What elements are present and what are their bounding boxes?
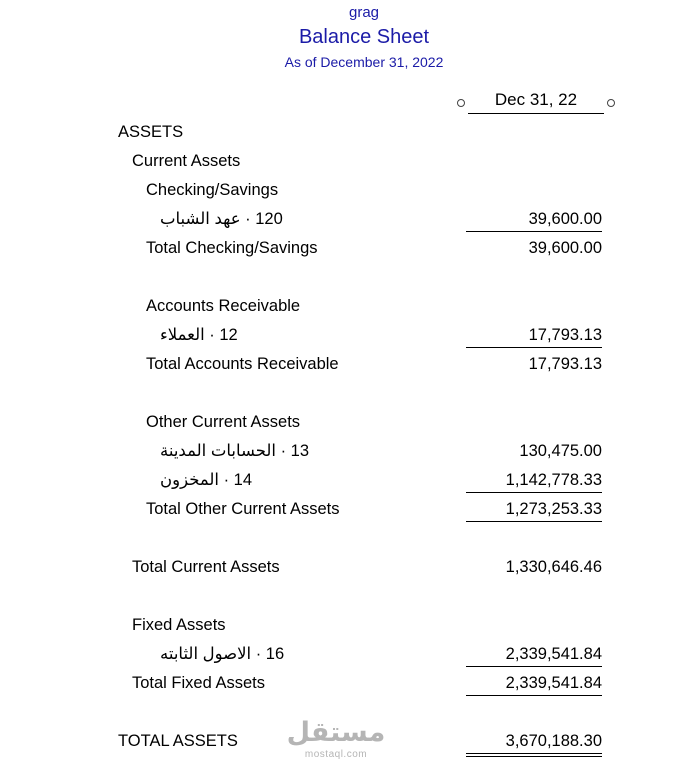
row-amount	[466, 411, 602, 434]
row-label: العملاء‎ · 12	[160, 326, 238, 344]
column-header-row	[0, 88, 678, 114]
report-row	[0, 121, 678, 150]
row-label: Total Accounts Receivable	[146, 355, 339, 373]
report-row	[0, 614, 678, 643]
spacer-row	[0, 382, 678, 411]
company-name: grag	[348, 4, 380, 21]
row-label: الحسابات المدينة‎ · 13	[160, 442, 310, 460]
row-label: عهد الشباب‎ · 120	[160, 210, 283, 228]
row-label: Checking/Savings	[146, 181, 279, 199]
report-row	[0, 208, 678, 237]
report-row	[0, 556, 678, 585]
report-row	[0, 150, 678, 179]
mostaql-logo-text: مستقل	[286, 717, 386, 747]
report-row	[0, 672, 678, 701]
report-row	[0, 179, 678, 208]
mostaql-domain: mostaql.com	[304, 749, 368, 760]
report-row	[0, 440, 678, 469]
row-amount[interactable]: 2,339,541.84	[466, 672, 602, 696]
row-amount[interactable]: 2,339,541.84	[466, 643, 602, 667]
report-row	[0, 353, 678, 382]
row-amount[interactable]: 3,670,188.30	[466, 730, 602, 754]
row-label: Total Fixed Assets	[132, 674, 265, 692]
row-amount[interactable]: 1,142,778.33	[466, 469, 602, 493]
report-rows	[0, 121, 678, 759]
row-amount[interactable]: 1,330,646.46	[505, 558, 602, 576]
report-row	[0, 411, 678, 440]
row-label: Total Other Current Assets	[146, 500, 340, 518]
row-amount[interactable]: 17,793.13	[528, 355, 602, 373]
row-amount[interactable]: 39,600.00	[466, 208, 602, 232]
row-label: Total Checking/Savings	[146, 239, 318, 257]
report-title: Balance Sheet	[298, 26, 430, 48]
report-row	[0, 237, 678, 266]
row-label: Other Current Assets	[146, 413, 301, 431]
spacer-row	[0, 701, 678, 730]
row-label: Accounts Receivable	[146, 297, 301, 315]
row-amount	[466, 295, 602, 318]
column-header-date: Dec 31, 22	[468, 89, 604, 114]
report-subtitle: As of December 31, 2022	[284, 54, 444, 70]
report-row	[0, 498, 678, 527]
row-amount	[466, 121, 602, 144]
report-row	[0, 324, 678, 353]
row-amount	[466, 614, 602, 637]
report-header	[0, 0, 678, 73]
row-label: TOTAL ASSETS	[118, 732, 238, 750]
column-resize-handle-right-icon[interactable]	[607, 99, 615, 107]
spacer-row	[0, 527, 678, 556]
report-row	[0, 730, 678, 759]
row-label: Current Assets	[132, 152, 241, 170]
row-label: المخزون‎ · 14	[160, 471, 253, 489]
row-amount	[466, 150, 602, 173]
row-amount	[466, 179, 602, 202]
row-amount[interactable]: 17,793.13	[466, 324, 602, 348]
row-amount[interactable]: 130,475.00	[519, 442, 602, 460]
spacer-row	[0, 585, 678, 614]
report-row	[0, 469, 678, 498]
row-label: Total Current Assets	[132, 558, 280, 576]
row-label: ASSETS	[118, 123, 184, 141]
row-amount[interactable]: 39,600.00	[528, 239, 602, 257]
report-row	[0, 643, 678, 672]
column-resize-handle-left-icon[interactable]	[457, 99, 465, 107]
row-label: الاصول الثابته‎ · 16	[160, 645, 285, 663]
spacer-row	[0, 266, 678, 295]
row-amount[interactable]: 1,273,253.33	[466, 498, 602, 522]
report-row	[0, 295, 678, 324]
row-label: Fixed Assets	[132, 616, 226, 634]
